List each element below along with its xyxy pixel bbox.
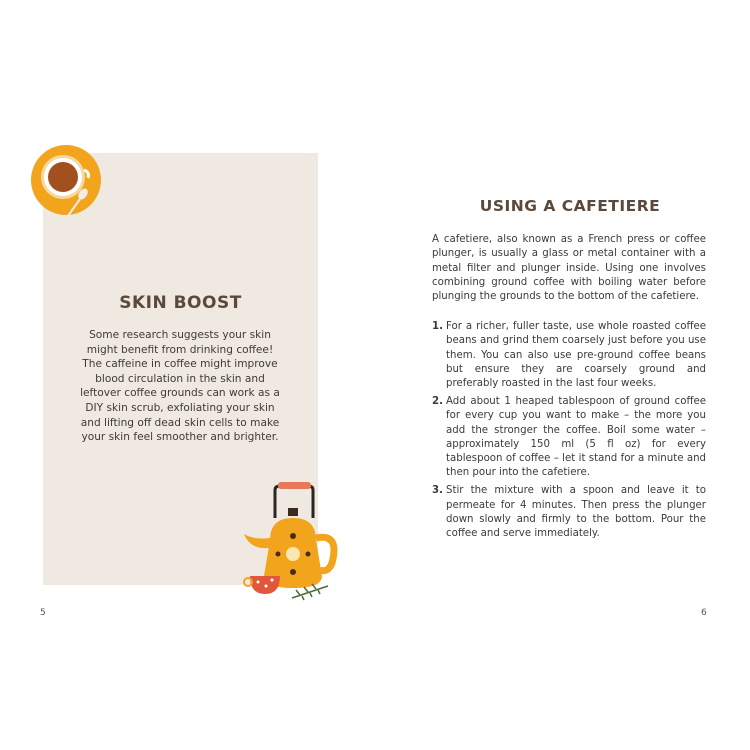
step-text: Stir the mixture with a spoon and leave it to permeate for 4 minutes. Then press the plunger down slowly and firmly to the bottom. Pour the coffee and serve immediately. (446, 485, 706, 540)
teapot-icon (240, 478, 345, 603)
cafetiere-steps (432, 320, 706, 545)
step-number: 1. (432, 321, 443, 332)
step-number: 3. (432, 485, 443, 497)
step-text: For a richer, fuller taste, use whole roasted coffee beans and grind them coarsely just before you use them. You can also use pre-ground coffee beans but ensure they are coarsely ground and preferably roasted in the last four weeks. (446, 321, 706, 390)
step-item (432, 320, 706, 391)
step-text: Add about 1 heaped tablespoon of ground coffee for every cup you want to make – the more you add the stronger the coffee. Boil some water – approximately 150 ml (5 fl oz) for every tablespoon of coffee – let it stand for a minute and then pour into the cafetiere. (446, 395, 706, 479)
step-item (432, 395, 706, 481)
page-number-right: 6 (701, 608, 707, 618)
cafetiere-title: USING A CAFETIERE (479, 197, 661, 215)
skin-boost-body: Some research suggests your skin might benefit from drinking coffee! The caffeine in coffee might improve blood circulation in the skin and leftover coffee grounds can work as a DIY skin scrub, exfoliating your skin and lifting off dead skin cells to make your skin feel smoother and brighter. (80, 329, 280, 444)
page-number-left: 5 (40, 608, 46, 618)
skin-boost-title: SKIN BOOST (119, 293, 242, 313)
cafetiere-intro: A cafetiere, also known as a French press or coffee plunger, is usually a glass or metal container with a metal filter and plunger inside. Using one involves combining ground coffee with boiling water before plunging the grounds to the bottom of the cafetiere. (432, 234, 706, 303)
step-number: 2. (432, 395, 443, 407)
step-item (432, 484, 706, 541)
coffee-cup-icon (30, 144, 102, 216)
